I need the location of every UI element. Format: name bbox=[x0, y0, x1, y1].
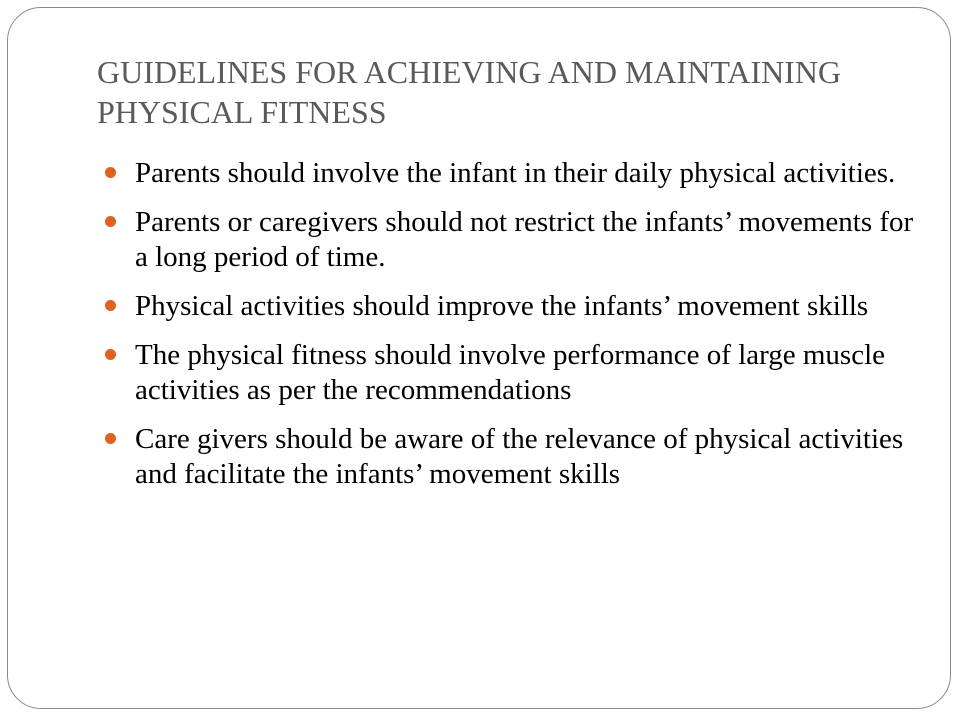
bullet-item-3 bbox=[105, 289, 915, 324]
bullet-text: Care givers should be aware of the relevance of physical activities and facilitate the infants’ movement skills bbox=[135, 423, 904, 490]
bullet-item-4 bbox=[105, 338, 915, 408]
bullet-item-2 bbox=[105, 205, 915, 275]
bullet-text: The physical fitness should involve performance of large muscle activities as per the recommendations bbox=[135, 339, 886, 406]
bullet-icon bbox=[105, 433, 116, 444]
bullet-icon bbox=[105, 216, 116, 227]
bullet-list bbox=[105, 156, 915, 506]
bullet-icon bbox=[105, 300, 116, 311]
slide-title: GUIDELINES FOR ACHIEVING AND MAINTAINING PHYSICAL FITNESS bbox=[97, 54, 842, 130]
bullet-icon bbox=[105, 167, 116, 178]
bullet-text: Parents should involve the infant in their daily physical activities. bbox=[135, 157, 896, 189]
bullet-item-1 bbox=[105, 156, 915, 191]
bullet-text: Parents or caregivers should not restrict the infants’ movements for a long period of time. bbox=[135, 206, 914, 273]
bullet-icon bbox=[105, 349, 116, 360]
bullet-text: Physical activities should improve the infants’ movement skills bbox=[135, 290, 869, 322]
bullet-item-5 bbox=[105, 422, 915, 492]
